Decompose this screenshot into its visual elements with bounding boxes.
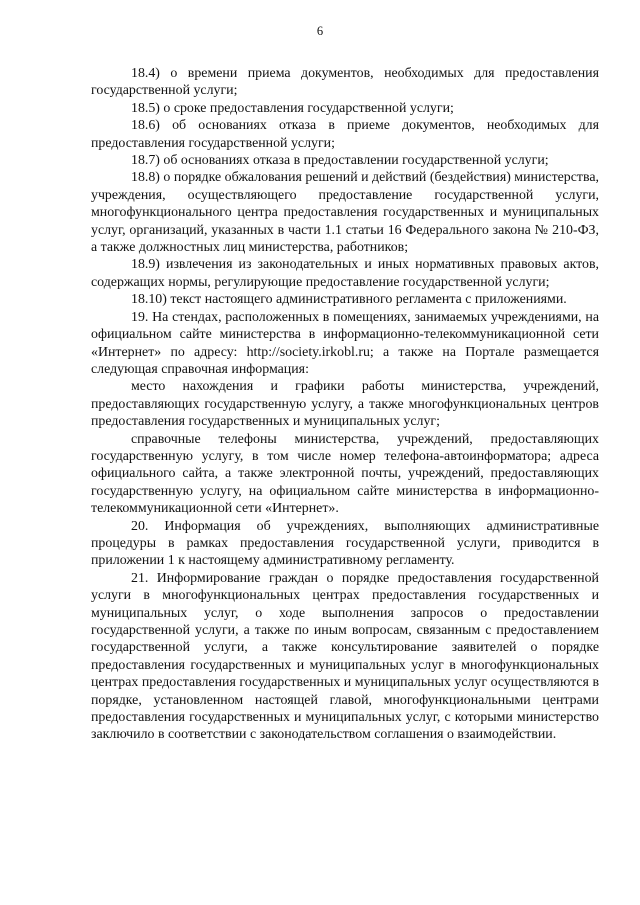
item-19-contact-info: справочные телефоны министерства, учреждений, предоставляющих государственную услугу, в том числе номер телефона-автоинформатора; адреса официального сайта, а также электронной почты, учреждений, предоставляющих государственную услугу, на официальном сайте министерства в информационно-телекоммуникационной сети «Интернет». (91, 431, 599, 517)
item-19: 19. На стендах, расположенных в помещениях, занимаемых учреждениями, на официальном сайте министерства в информационно-телекоммуникационной сети «Интернет» по адресу: http://society.irkobl.ru; а также на Портале размещается следующая справочная информация: (91, 309, 599, 377)
item-18-5: 18.5) о сроке предоставления государственной услуги; (131, 100, 454, 116)
item-18-4: 18.4) о времени приема документов, необходимых для предоставления государственной услуги; (91, 66, 599, 99)
item-18-9: 18.9) извлечения из законодательных и иных нормативных правовых актов, содержащих нормы, регулирующие предоставление государственной услуги; (91, 257, 599, 290)
item-18-8: 18.8) о порядке обжалования решений и действий (бездействия) министерства, учреждения, осуществляющего предоставление государственной услуги, многофункционального центра предоставления государственных и муниципальных услуг, организаций, указанных в части 1.1 статьи 16 Федерального закона № 210-ФЗ, а также должностных лиц министерства, работников; (91, 170, 599, 256)
item-18-10: 18.10) текст настоящего административного регламента с приложениями. (131, 292, 567, 308)
document-body (91, 65, 599, 744)
page-number: 6 (316, 24, 324, 38)
item-20: 20. Информация об учреждениях, выполняющих административные процедуры в рамках предоставления государственной услуги, приводится в приложении 1 к настоящему административному регламенту. (91, 518, 599, 569)
item-18-7: 18.7) об основаниях отказа в предоставлении государственной услуги; (131, 153, 549, 169)
item-18-6: 18.6) об основаниях отказа в приеме документов, необходимых для предоставления государственной услуги; (91, 118, 599, 151)
item-21: 21. Информирование граждан о порядке предоставления государственной услуги в многофункциональных центрах предоставления государственных и муниципальных услуг, о ходе выполнения запросов о предоставлении государственной услуги, а также по иным вопросам, связанным с предоставлением государственной услуги, а также консультирование заявителей о порядке предоставления государственных и муниципальных услуг в многофункциональных центрах предоставления государственных и муниципальных услуг осуществляются в порядке, установленном настоящей главой, многофункциональными центрами предоставления государственных и муниципальных услуг, с которыми министерство заключило в соответствии с законодательством соглашения о взаимодействии. (91, 570, 599, 743)
item-19-location-info: место нахождения и графики работы министерства, учреждений, предоставляющих государственную услугу, а также многофункциональных центров предоставления государственных и муниципальных услуг; (91, 379, 599, 430)
